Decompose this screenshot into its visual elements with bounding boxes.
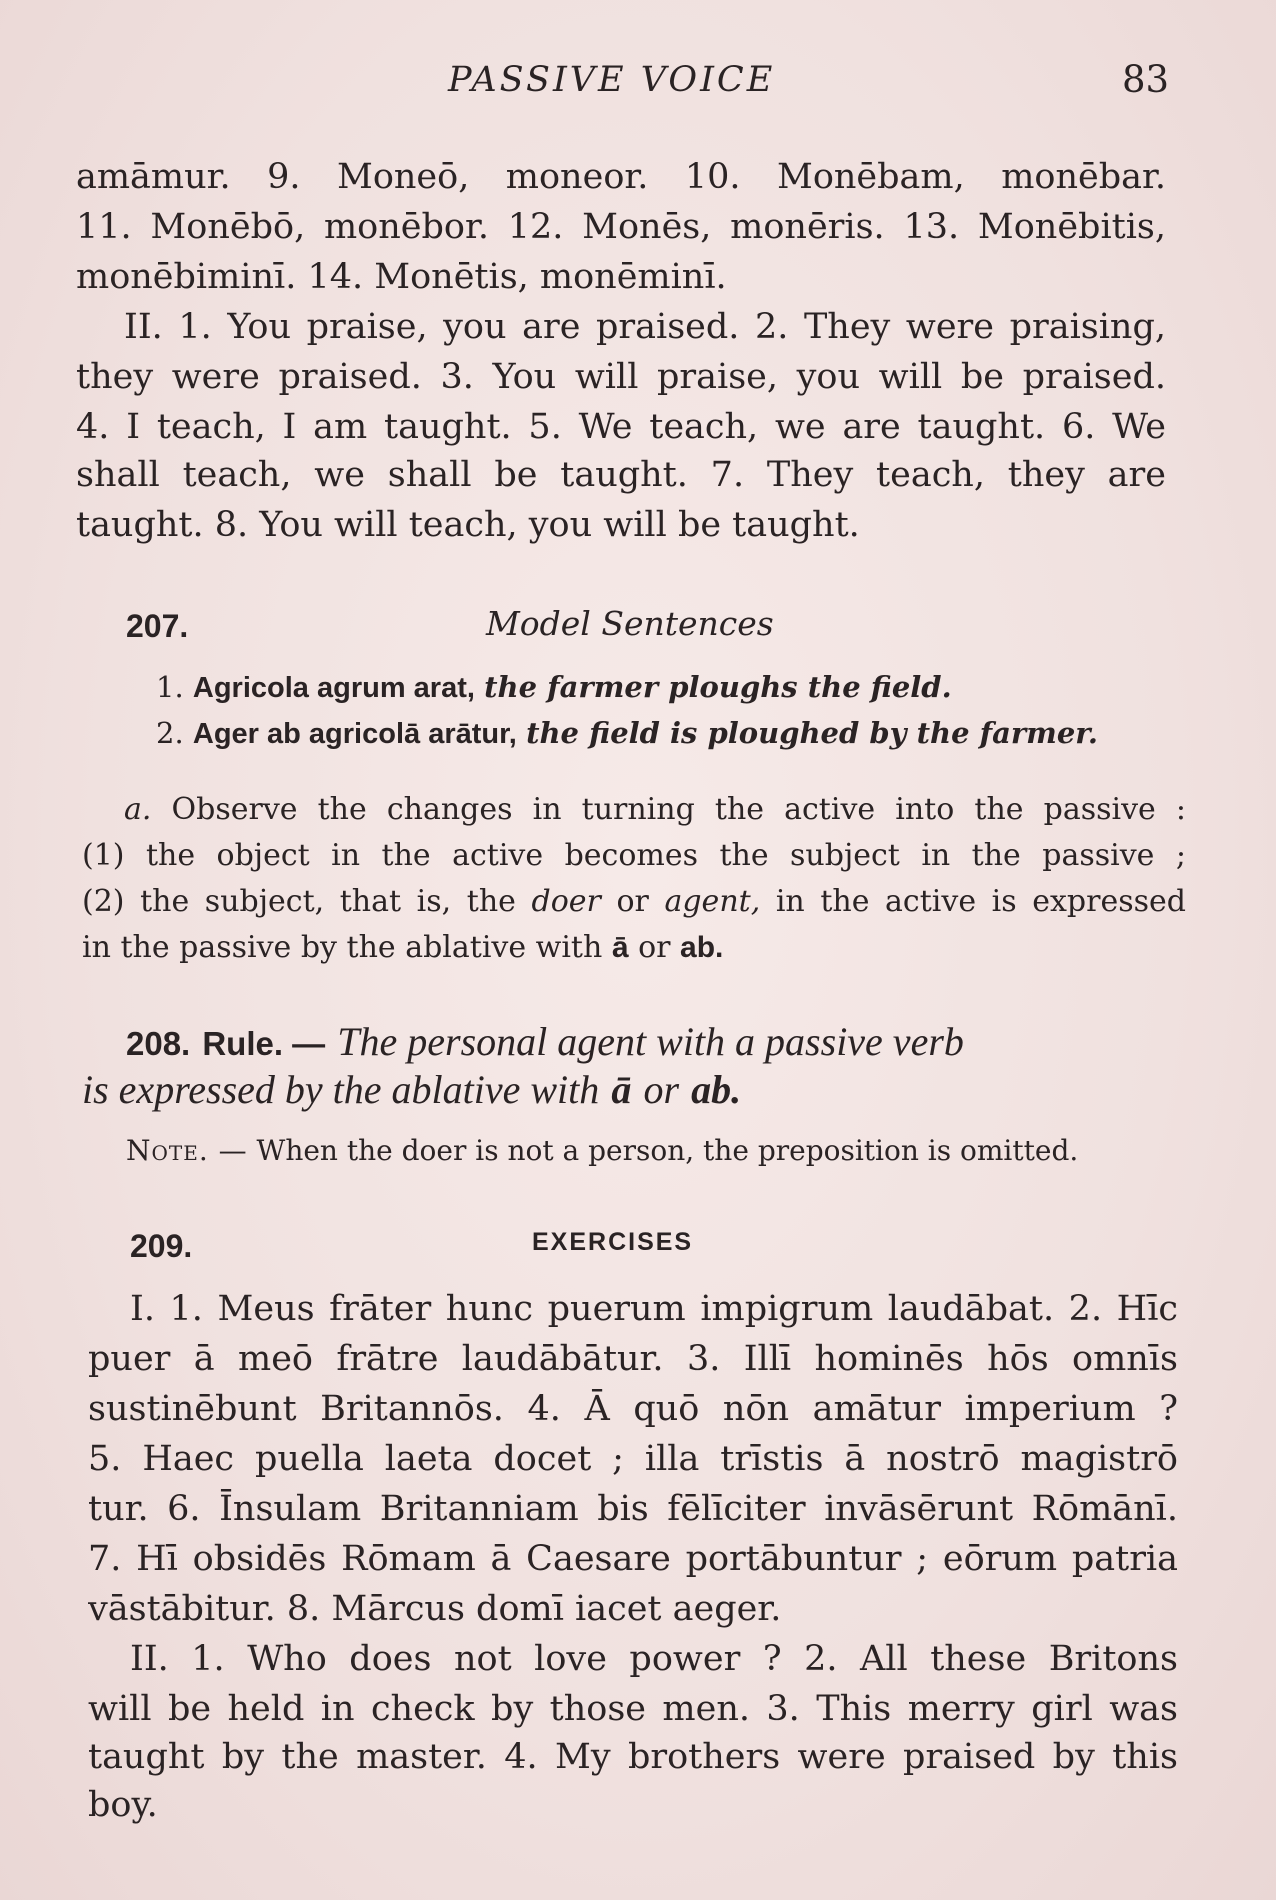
model-sentence-num: 2. bbox=[156, 716, 184, 750]
model-sentence-english: the field is ploughed by the farmer. bbox=[526, 716, 1099, 750]
model-sentence-num: 1. bbox=[156, 670, 184, 704]
observe-prep-ab: ab. bbox=[680, 931, 724, 964]
model-sentence-2 bbox=[156, 716, 1098, 751]
observe-line-3 bbox=[82, 882, 1186, 924]
section-209-title: EXERCISES bbox=[532, 1228, 694, 1256]
section-207-number: 207. bbox=[126, 608, 189, 644]
observe-line-2: (1) the object in the active becomes the subject in the passive ; bbox=[82, 838, 1186, 873]
rule-text: or bbox=[643, 1067, 680, 1112]
exercise-one-line: I. 1. Meus frāter hunc puerum impigrum laudābat. 2. Hīc bbox=[130, 1289, 1178, 1329]
top-paragraph-line: monēbiminī. 14. Monētis, monēminī. bbox=[76, 257, 727, 297]
rule-line-1 bbox=[126, 1018, 964, 1065]
observe-label: a. bbox=[124, 792, 152, 827]
rule-text: The personal agent with a passive verb bbox=[337, 1019, 964, 1064]
exercise-two-line: II. 1. Who does not love power ? 2. All these Britons bbox=[130, 1639, 1178, 1679]
exercise-one-line: 5. Haec puella laeta docet ; illa trīstis ā nostrō magistrō bbox=[88, 1439, 1178, 1479]
observe-line-1 bbox=[124, 790, 1186, 832]
part-two-line: II. 1. You praise, you are praised. 2. They were praising, bbox=[124, 307, 1166, 347]
observe-text: in the passive by the ablative with bbox=[82, 930, 603, 965]
section-207-title: Model Sentences bbox=[486, 604, 774, 643]
part-two-line: taught. 8. You will teach, you will be taught. bbox=[76, 505, 860, 545]
top-paragraph-line: 11. Monēbō, monēbor. 12. Monēs, monēris. 13. Monēbitis, bbox=[76, 207, 1166, 247]
exercise-one-line: puer ā meō frātre laudābātur. 3. Illī hominēs hōs omnīs bbox=[88, 1339, 1178, 1379]
rule-text: is expressed by the ablative with bbox=[82, 1067, 600, 1112]
note-label: Note. — bbox=[126, 1134, 248, 1167]
model-sentence-english: the farmer ploughs the field. bbox=[484, 670, 952, 704]
exercise-one-line: tur. 6. Īnsulam Britanniam bis fēlīciter invāsērunt Rōmānī. bbox=[88, 1489, 1178, 1529]
page-number: 83 bbox=[1122, 58, 1170, 101]
observe-term-doer: doer bbox=[531, 884, 601, 919]
exercise-two-line: boy. bbox=[88, 1785, 158, 1825]
section-208-number: 208. bbox=[126, 1025, 191, 1062]
section-209-number: 209. bbox=[130, 1228, 193, 1264]
exercise-two-line: taught by the master. 4. My brothers were praised by this bbox=[88, 1737, 1178, 1777]
observe-text: in the active is expressed bbox=[775, 884, 1186, 919]
exercise-two-line: will be held in check by those men. 3. This merry girl was bbox=[88, 1689, 1178, 1729]
exercise-one-line: vāstābitur. 8. Mārcus domī iacet aeger. bbox=[88, 1589, 782, 1629]
model-sentence-latin: Agricola agrum arat, bbox=[192, 672, 475, 704]
part-two-line: 4. I teach, I am taught. 5. We teach, we are taught. 6. We bbox=[76, 407, 1166, 447]
top-paragraph-line: amāmur. 9. Moneō, moneor. 10. Monēbam, monēbar. bbox=[76, 157, 1166, 197]
observe-term-agent: agent, bbox=[664, 884, 761, 919]
observe-prep-a: ā bbox=[611, 931, 629, 964]
exercise-one-line: sustinēbunt Britannōs. 4. Ā quō nōn amātur imperium ? bbox=[88, 1389, 1178, 1429]
observe-text: (2) the subject, that is, the bbox=[82, 884, 516, 919]
model-sentence-1 bbox=[156, 670, 952, 705]
rule-label: Rule. — bbox=[202, 1025, 326, 1062]
observe-text: or bbox=[638, 930, 671, 965]
rule-prep-a: ā bbox=[611, 1067, 632, 1112]
model-sentence-latin: Ager ab agricolā arātur, bbox=[192, 718, 517, 750]
observe-line-4 bbox=[82, 928, 1186, 970]
part-two-line: they were praised. 3. You will praise, you will be praised. bbox=[76, 357, 1166, 397]
rule-prep-ab: ab. bbox=[691, 1067, 742, 1112]
note-text: When the doer is not a person, the preposition is omitted. bbox=[256, 1134, 1079, 1167]
note-line bbox=[126, 1134, 1078, 1167]
exercise-one-line: 7. Hī obsidēs Rōmam ā Caesare portābuntur ; eōrum patria bbox=[88, 1539, 1178, 1579]
observe-text: Observe the changes in turning the active into the passive : bbox=[171, 792, 1186, 827]
observe-text: or bbox=[616, 884, 649, 919]
part-two-line: shall teach, we shall be taught. 7. They teach, they are bbox=[76, 455, 1166, 495]
rule-line-2 bbox=[82, 1066, 741, 1113]
running-head: PASSIVE VOICE bbox=[448, 60, 776, 100]
